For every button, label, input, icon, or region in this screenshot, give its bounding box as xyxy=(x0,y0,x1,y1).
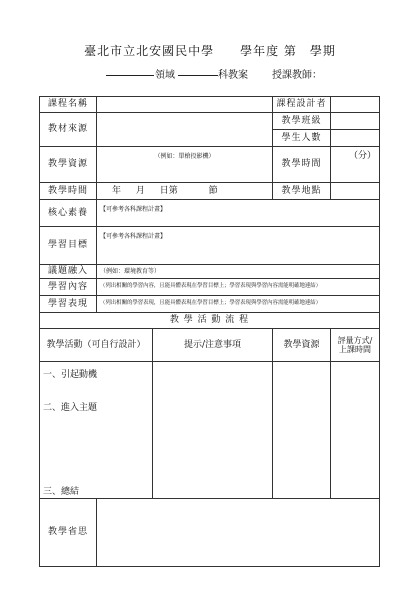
resources-example: （例如：單槍投影機） xyxy=(154,153,215,160)
date-year: 年 xyxy=(112,185,122,196)
teaching-class-label: 教學班級 xyxy=(273,113,331,130)
lesson-plan-form xyxy=(39,96,380,567)
step-2: 二、進入主題 xyxy=(43,403,98,413)
date-day: 日第 xyxy=(159,185,178,196)
minutes-unit: （分） xyxy=(349,151,377,161)
teaching-class-field[interactable] xyxy=(331,113,380,130)
student-count-label: 學生人數 xyxy=(273,130,331,147)
core-field[interactable] xyxy=(97,200,380,227)
objective-label: 學習目標 xyxy=(40,227,97,265)
flow-title: 教 學 活 動 流 程 xyxy=(40,313,380,329)
resources-cell[interactable] xyxy=(273,362,331,499)
resources-field[interactable] xyxy=(97,147,273,183)
content-field[interactable] xyxy=(97,279,380,296)
objective-field[interactable] xyxy=(97,227,380,265)
plan-label: 科教案 xyxy=(218,70,248,81)
resources-label: 教學資源 xyxy=(40,147,97,183)
material-field[interactable] xyxy=(97,113,273,147)
student-count-field[interactable] xyxy=(331,130,380,147)
step-1: 一、引起動機 xyxy=(43,370,98,380)
course-name-label: 課程名稱 xyxy=(40,97,97,113)
performance-hint: （列出相關的學習表現，且能具體表現在學習目標上；學習表現與學習內容需能明確地連結） xyxy=(100,300,322,306)
material-label: 教材來源 xyxy=(40,113,97,147)
content-label: 學習內容 xyxy=(40,279,97,296)
notes-cell[interactable] xyxy=(153,362,273,499)
domain-blank[interactable] xyxy=(106,75,154,76)
subject-blank[interactable] xyxy=(178,75,218,76)
document-title: 臺北市立北安國民中學 學年度 第 學期 xyxy=(84,44,336,58)
col-resources-header: 教學資源 xyxy=(273,329,331,362)
col-eval-line-2: 上課時間 xyxy=(339,345,372,354)
col-activity-header: 教學活動（可自行設計） xyxy=(40,329,153,362)
teacher-label: 授課教師： xyxy=(272,70,322,81)
designer-field[interactable] xyxy=(331,97,380,113)
location-field[interactable] xyxy=(331,183,380,200)
reflection-field[interactable] xyxy=(97,499,380,567)
integration-label: 議題融入 xyxy=(40,265,97,279)
col-notes-header: 提示/注意事項 xyxy=(153,329,273,362)
integration-hint: （例如：環境教育等） xyxy=(100,268,161,276)
objective-hint: 【可參考各科課程計畫】 xyxy=(100,233,167,240)
eval-cell[interactable] xyxy=(331,362,380,499)
activity-cell[interactable] xyxy=(40,362,153,499)
location-label: 教學地點 xyxy=(273,183,331,200)
performance-label: 學習表現 xyxy=(40,296,97,313)
date-period: 節 xyxy=(208,185,218,196)
designer-label: 課程設計者 xyxy=(273,97,331,113)
step-3: 三、總結 xyxy=(43,487,80,497)
time-label: 教學時間 xyxy=(40,183,97,200)
content-hint: （列出相關的學習內容，且能具體表現在學習目標上；學習表現與學習內容需能明確地連結） xyxy=(100,283,322,289)
integration-field[interactable] xyxy=(97,265,380,279)
teaching-time-label: 教學時間 xyxy=(273,147,331,183)
col-eval-header xyxy=(331,329,380,362)
core-hint: 【可參考各科課程計畫】 xyxy=(100,206,167,213)
minutes-field[interactable] xyxy=(331,147,380,183)
date-month: 月 xyxy=(135,185,145,196)
performance-field[interactable] xyxy=(97,296,380,313)
domain-label: 領域 xyxy=(155,70,175,81)
core-label: 核心素養 xyxy=(40,200,97,227)
reflection-label: 教學省思 xyxy=(40,499,97,567)
date-field[interactable] xyxy=(97,183,273,200)
course-name-field[interactable] xyxy=(97,97,273,113)
col-eval-line-1: 評量方式/ xyxy=(337,335,373,345)
